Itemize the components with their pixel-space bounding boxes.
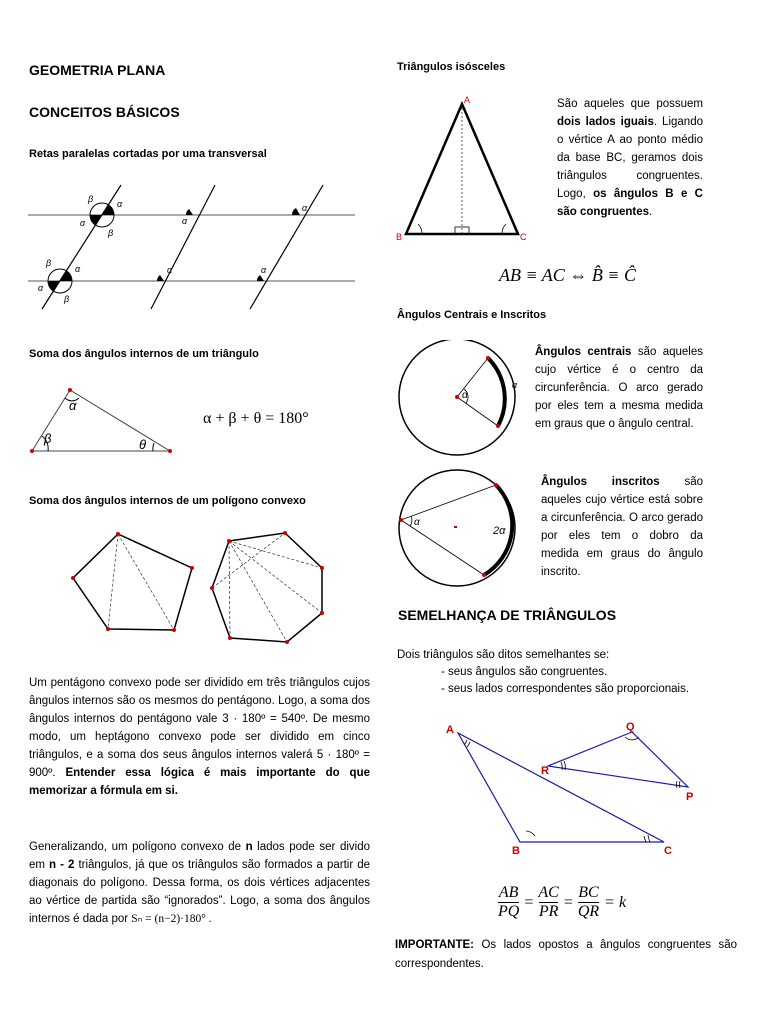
- isosceles-description: São aqueles que possuem dois lados iguais. Ligando o vértice A ao ponto médio da base BC, geramos dois triângulos congruentes. Logo, os ângulos B e C são congruentes.: [557, 98, 703, 218]
- triangle-sum-formula: α + β + θ = 180°: [203, 410, 309, 427]
- transversal-2: [151, 185, 215, 309]
- central-angles-text: Ângulos centrais são aqueles cujo vértice é o centro da circunferência. O arco gerado por eles tem a mesma medida em graus que o ângulo central.: [535, 346, 703, 430]
- vertex-label: C: [520, 232, 527, 242]
- theta-label: θ: [139, 437, 147, 452]
- similarity-title: SEMELHANÇA DE TRIÂNGULOS: [398, 607, 617, 623]
- triangle-pqr: [548, 732, 688, 787]
- polygon-sum-heading: Soma dos ângulos internos de um polígono convexo: [29, 495, 306, 507]
- page-title: GEOMETRIA PLANA: [29, 62, 166, 78]
- triangle-sum-heading: Soma dos ângulos internos de um triângulo: [29, 348, 259, 360]
- vertex-label: B: [512, 845, 520, 857]
- alpha-label: α: [512, 380, 518, 390]
- alpha-label: α: [302, 203, 308, 213]
- angle-mark: [90, 215, 102, 225]
- triangle-figure: [28, 378, 178, 458]
- beta-label: β: [46, 258, 52, 268]
- alpha-label: α: [75, 264, 81, 274]
- parallel-lines-heading: Retas paralelas cortadas por uma transversal: [29, 148, 267, 160]
- similarity-intro: Dois triângulos são ditos semelhantes se:: [397, 649, 610, 661]
- similarity-formula: $\frac{AB}{PQ}$ = $\frac{AC}{PR}$ = $\frac{BC}{QR}$ = k: [498, 884, 627, 920]
- alpha-label: α: [261, 265, 267, 275]
- alpha-label: α: [414, 517, 420, 528]
- vertex-label: B: [396, 232, 403, 242]
- vertex-label: P: [686, 791, 694, 803]
- transversal-1: [42, 185, 121, 309]
- angle-mark: [257, 275, 264, 281]
- angle-mark: [157, 275, 164, 281]
- central-arc: [488, 358, 505, 426]
- pentagon: [73, 534, 192, 630]
- alpha-label: α: [182, 216, 188, 226]
- beta-label: β: [44, 431, 52, 446]
- section-title-basic-concepts: CONCEITOS BÁSICOS: [29, 104, 180, 120]
- beta-label: β: [64, 294, 70, 304]
- angle-mark: [60, 271, 72, 281]
- important-note: IMPORTANTE: Os lados opostos a ângulos congruentes são correspondentes.: [395, 939, 737, 970]
- paragraph-pentagon-heptagon: Um pentágono convexo pode ser dividido em três triângulos cujos ângulos internos são os mesmos do pentágono. Logo, a soma dos ângulos internos do pentágono vale 3 · 180º = 540º. De mesmo modo, um heptágono convexo pode ser dividido em cinco triângulos, e a soma dos seus ângulos internos valerá 5 · 180º = 900º. Entender essa lógica é mais importante do que memorizar a fórmula em si.: [29, 677, 371, 797]
- similarity-bullet: - seus ângulos são congruentes.: [441, 666, 608, 678]
- angle-mark: [48, 281, 60, 291]
- transversal-3: [250, 185, 323, 309]
- heptagon: [212, 533, 322, 642]
- beta-label: β: [108, 228, 114, 238]
- parallel-lines-figure: [28, 175, 358, 315]
- isosceles-triangle-figure: [394, 92, 534, 244]
- alpha-label: α: [167, 265, 173, 275]
- vertex-label: A: [464, 95, 471, 105]
- angle-mark: [292, 208, 300, 215]
- alpha-label: α: [80, 218, 86, 228]
- polygon-sum-formula: Sₙ = (n−2)·180° .: [131, 913, 212, 925]
- angle-mark: [186, 209, 193, 215]
- vertex-label: Q: [626, 721, 635, 733]
- vertex-label: A: [446, 724, 454, 736]
- beta-label: β: [88, 194, 94, 204]
- two-alpha-label: 2α: [493, 525, 506, 537]
- circles-figure: [396, 340, 526, 595]
- isosceles-formula: AB ≡ AC ⇔ B̂ ≡ Ĉ: [499, 265, 636, 285]
- alpha-label: α: [69, 398, 77, 413]
- angles-heading: Ângulos Centrais e Inscritos: [397, 309, 547, 321]
- inscribed-angles-text: Ângulos inscritos são aqueles cujo vértice está sobre a circunferência. O arco gerado por eles tem o dobro da medida em graus do ângulo inscrito.: [541, 476, 703, 578]
- alpha-label: α: [462, 390, 468, 401]
- angle-mark: [102, 205, 114, 215]
- paragraph-generalization: Generalizando, um polígono convexo de n lados pode ser divido em n - 2 triângulos, já que os triângulos são formados a partir de diagonais do polígono. Dessa forma, os dois vértices adjacentes ao vértice de partida são “ignorados”. Logo, a soma dos ângulos internos é dada por Sₙ = (n−2)·180° .: [29, 841, 370, 925]
- alpha-label: α: [38, 283, 44, 293]
- alpha-label: α: [117, 199, 123, 209]
- polygons-figure: [65, 528, 340, 648]
- similarity-bullet: - seus lados correspondentes são proporcionais.: [441, 683, 690, 695]
- isosceles-heading: Triângulos isósceles: [397, 61, 506, 73]
- similar-triangles-figure: [440, 718, 710, 858]
- triangle-abc: [458, 733, 664, 842]
- vertex-label: R: [541, 765, 549, 777]
- vertex-label: C: [664, 845, 672, 857]
